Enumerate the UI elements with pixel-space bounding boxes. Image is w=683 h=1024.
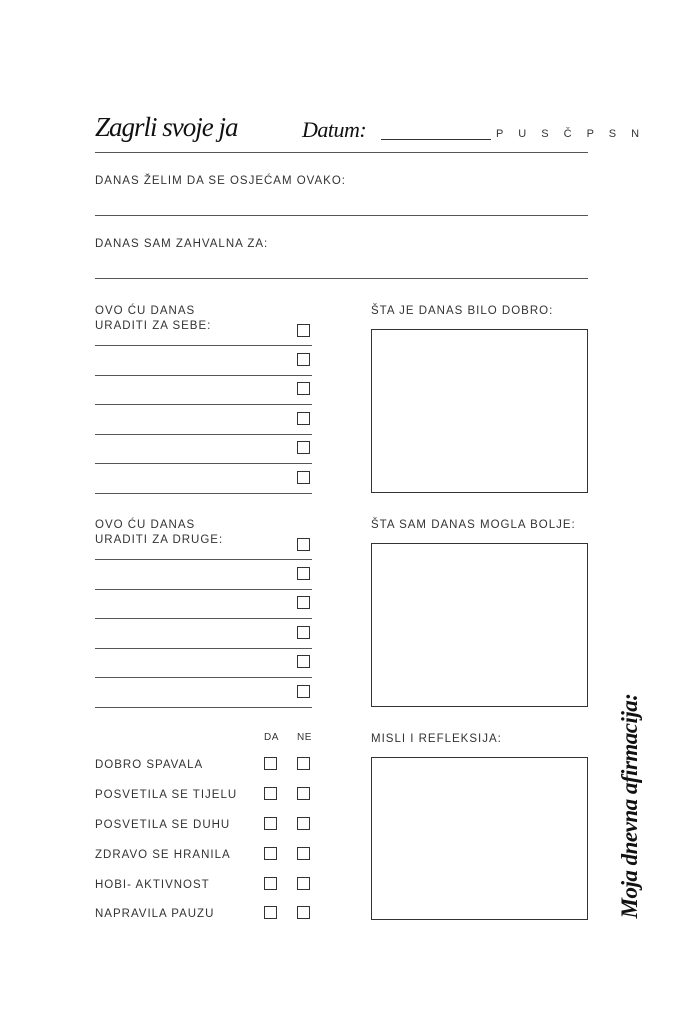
date-label: Datum: [302, 117, 367, 142]
gratitude-prompt: DANAS SAM ZAHVALNA ZA: [95, 238, 269, 250]
habit-label: NAPRAVILA PAUZU [95, 908, 215, 920]
habit-yes-checkbox[interactable] [264, 877, 277, 890]
self-task-line[interactable] [95, 434, 312, 435]
others-task-line[interactable] [95, 648, 312, 649]
feeling-prompt: DANAS ŽELIM DA SE OSJEĆAM OVAKO: [95, 175, 346, 187]
habit-yes-checkbox[interactable] [264, 757, 277, 770]
habit-no-checkbox[interactable] [297, 787, 310, 800]
self-tasks-title-line1: OVO ĆU DANAS [95, 305, 196, 317]
others-task-line[interactable] [95, 589, 312, 590]
self-task-line[interactable] [95, 375, 312, 376]
habit-label: POSVETILA SE TIJELU [95, 789, 238, 801]
others-task-line[interactable] [95, 618, 312, 619]
date-field[interactable] [381, 139, 491, 140]
self-task-checkbox[interactable] [297, 353, 310, 366]
others-task-checkbox[interactable] [297, 655, 310, 668]
self-task-line[interactable] [95, 493, 312, 494]
habit-label: DOBRO SPAVALA [95, 759, 204, 771]
could-do-better-label: ŠTA SAM DANAS MOGLA BOLJE: [371, 519, 576, 531]
others-task-checkbox[interactable] [297, 567, 310, 580]
self-task-line[interactable] [95, 463, 312, 464]
self-task-checkbox[interactable] [297, 441, 310, 454]
others-task-checkbox[interactable] [297, 626, 310, 639]
feeling-answer-line[interactable] [95, 215, 588, 216]
yes-column-header: DA [264, 732, 279, 743]
habit-no-checkbox[interactable] [297, 817, 310, 830]
daily-affirmation-heading: Moja dnevna afirmacija: [617, 693, 642, 919]
good-today-box[interactable] [371, 329, 588, 493]
habit-yes-checkbox[interactable] [264, 817, 277, 830]
thoughts-label: MISLI I REFLEKSIJA: [371, 733, 502, 745]
self-task-line[interactable] [95, 404, 312, 405]
self-task-checkbox[interactable] [297, 471, 310, 484]
habit-label: POSVETILA SE DUHU [95, 819, 231, 831]
weekday-selector[interactable]: P U S Č P S N [496, 128, 646, 140]
thoughts-box[interactable] [371, 757, 588, 920]
others-task-line[interactable] [95, 707, 312, 708]
could-do-better-box[interactable] [371, 543, 588, 707]
others-tasks-title-line2: URADITI ZA DRUGE: [95, 534, 224, 546]
self-task-checkbox[interactable] [297, 382, 310, 395]
habit-label: ZDRAVO SE HRANILA [95, 849, 231, 861]
self-task-checkbox[interactable] [297, 412, 310, 425]
habit-yes-checkbox[interactable] [264, 847, 277, 860]
others-task-checkbox[interactable] [297, 596, 310, 609]
habit-no-checkbox[interactable] [297, 847, 310, 860]
planner-title: Zagrli svoje ja [95, 112, 238, 142]
others-task-checkbox[interactable] [297, 538, 310, 551]
habit-no-checkbox[interactable] [297, 906, 310, 919]
others-task-line[interactable] [95, 559, 312, 560]
habit-yes-checkbox[interactable] [264, 787, 277, 800]
no-column-header: NE [297, 732, 312, 743]
gratitude-answer-line[interactable] [95, 278, 588, 279]
self-task-line[interactable] [95, 345, 312, 346]
others-task-checkbox[interactable] [297, 685, 310, 698]
habit-yes-checkbox[interactable] [264, 906, 277, 919]
habit-no-checkbox[interactable] [297, 877, 310, 890]
others-tasks-title-line1: OVO ĆU DANAS [95, 519, 196, 531]
others-task-line[interactable] [95, 677, 312, 678]
self-task-checkbox[interactable] [297, 324, 310, 337]
habit-label: HOBI- AKTIVNOST [95, 879, 210, 891]
header-divider [95, 152, 588, 153]
good-today-label: ŠTA JE DANAS BILO DOBRO: [371, 305, 554, 317]
habit-no-checkbox[interactable] [297, 757, 310, 770]
self-tasks-title-line2: URADITI ZA SEBE: [95, 320, 212, 332]
